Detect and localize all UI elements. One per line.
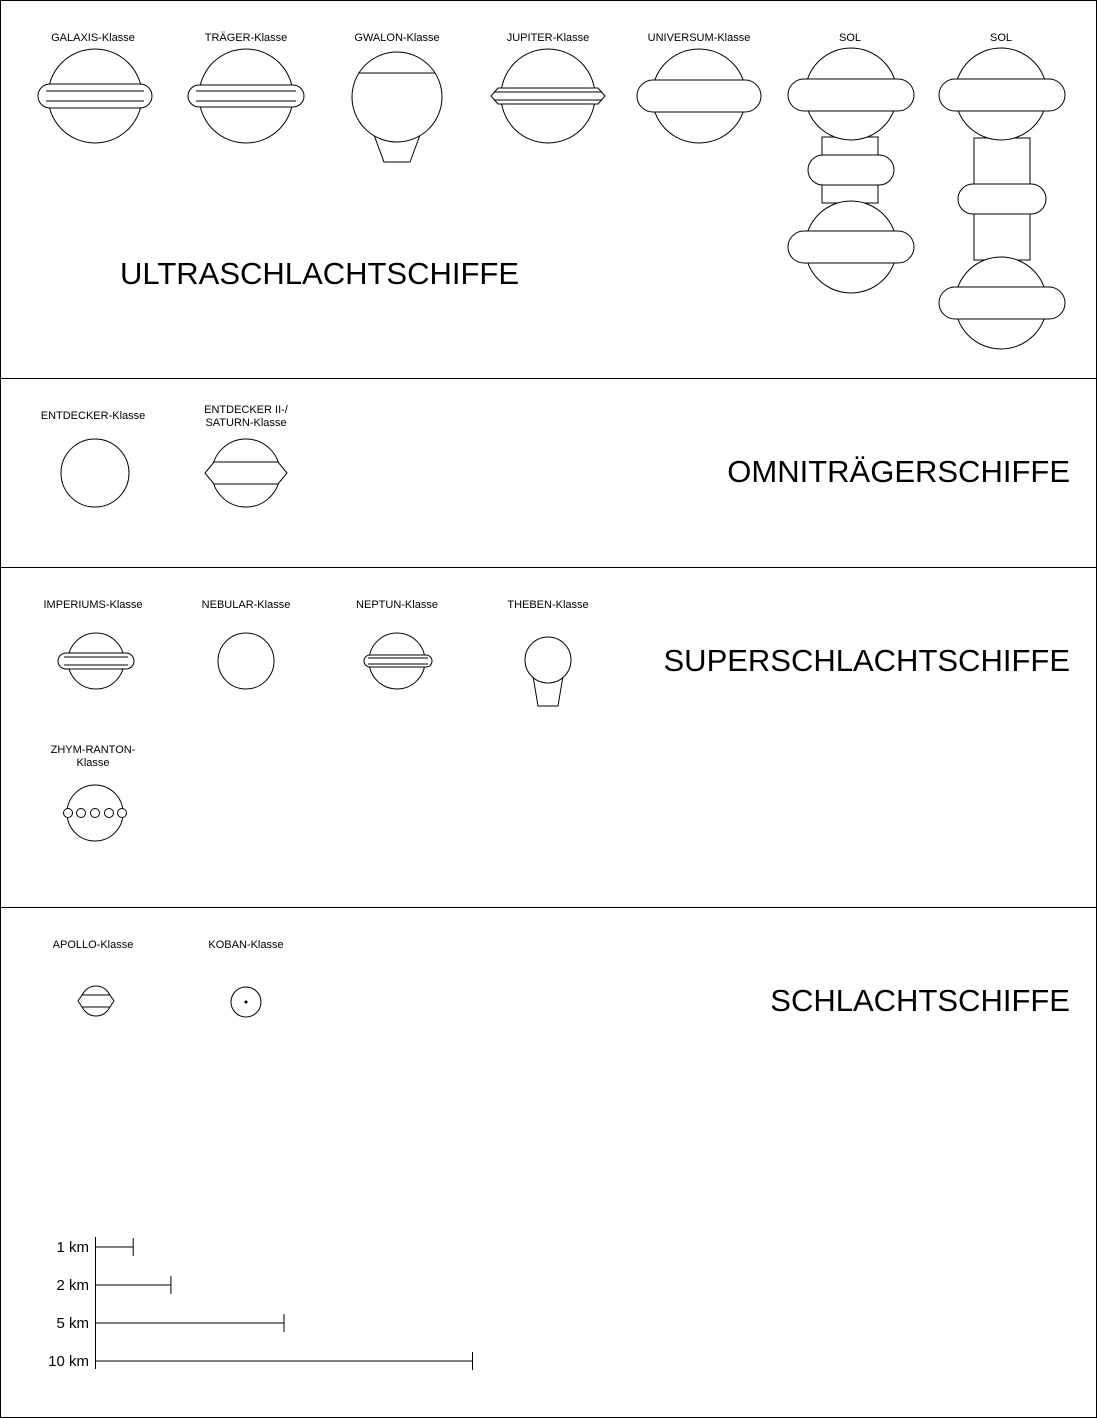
ship-imperium xyxy=(43,599,142,689)
ship-core-dot xyxy=(245,1001,248,1004)
ship-label: TRÄGER-Klasse xyxy=(204,32,288,44)
ship-pod xyxy=(118,809,127,818)
ship-ring xyxy=(364,655,432,667)
ship-koban xyxy=(208,939,283,1017)
ship-pod xyxy=(105,809,114,818)
ship-ring xyxy=(958,184,1046,214)
ship-sol-long xyxy=(939,32,1065,349)
outer-frame xyxy=(1,1,1097,1418)
ship-ring xyxy=(38,84,152,108)
ship-theben xyxy=(507,599,588,706)
ship-jupiter xyxy=(491,32,605,143)
ship-ring xyxy=(78,995,114,1007)
ship-label: Klasse xyxy=(76,757,110,769)
ship-label: ENTDECKER II-/ xyxy=(204,404,288,416)
section-title: SUPERSCHLACHTSCHIFFE xyxy=(663,643,1070,678)
ship-entdecker xyxy=(41,410,146,507)
section-superschlachtschiffe xyxy=(43,599,1070,841)
ship-ring xyxy=(788,79,914,111)
ship-ring xyxy=(939,79,1065,111)
ship-label: SATURN-Klasse xyxy=(205,417,287,429)
ship-traeger xyxy=(188,32,304,143)
ship-ring xyxy=(939,287,1065,319)
ship-label: UNIVERSUM-Klasse xyxy=(647,32,751,44)
ship-label: ZHYM-RANTON- xyxy=(50,744,136,756)
ship-hull xyxy=(61,439,129,507)
ship-label: GALAXIS-Klasse xyxy=(51,32,135,44)
ship-neptun xyxy=(356,599,438,689)
ship-entdecker-ii-saturn xyxy=(204,404,289,507)
ship-ring xyxy=(788,231,914,263)
ship-hull xyxy=(352,52,442,142)
ship-universum xyxy=(637,32,761,143)
scale-label: 1 km xyxy=(56,1239,89,1256)
ship-hull xyxy=(218,633,274,689)
ship-label: GWALON-Klasse xyxy=(354,32,440,44)
scale-label: 10 km xyxy=(48,1353,89,1370)
ship-label: ENTDECKER-Klasse xyxy=(40,410,146,422)
ship-gwalon xyxy=(352,32,442,162)
ship-pod xyxy=(64,809,73,818)
ship-label: APOLLO-Klasse xyxy=(52,939,134,951)
ship-zhym-ranton xyxy=(51,744,136,841)
ship-ring xyxy=(491,88,605,104)
ship-label: NEPTUN-Klasse xyxy=(356,599,438,611)
ship-ring xyxy=(808,155,894,185)
scale-label: 2 km xyxy=(56,1277,89,1294)
ship-ring xyxy=(637,80,761,112)
ship-pod xyxy=(91,809,100,818)
ship-ring xyxy=(205,462,287,484)
ship-apollo xyxy=(53,939,134,1016)
ship-pod xyxy=(77,809,86,818)
scale-label: 5 km xyxy=(56,1315,89,1332)
ship-label: IMPERIUMS-Klasse xyxy=(43,599,143,611)
ship-label: SOL xyxy=(989,32,1013,44)
section-ultraschlachtschiffe xyxy=(38,32,1065,349)
ship-hull xyxy=(525,637,571,683)
ship-ring xyxy=(188,85,304,107)
ship-label: SOL xyxy=(838,32,862,44)
ship-label: JUPITER-Klasse xyxy=(506,32,590,44)
ship-nebular xyxy=(202,599,291,689)
section-title: SCHLACHTSCHIFFE xyxy=(770,983,1070,1018)
ship-sol-short xyxy=(788,32,914,293)
ship-label: THEBEN-Klasse xyxy=(507,599,589,611)
section-title: ULTRASCHLACHTSCHIFFE xyxy=(120,256,520,291)
ship-galaxis xyxy=(38,32,152,143)
ship-label: KOBAN-Klasse xyxy=(208,939,284,951)
section-schlachtschiffe xyxy=(53,939,1070,1018)
ship-label: NEBULAR-Klasse xyxy=(201,599,291,611)
section-title: OMNITRÄGERSCHIFFE xyxy=(727,454,1070,489)
scale-bar xyxy=(48,1237,472,1370)
section-omnitraegerschiffe xyxy=(41,404,1070,507)
ship-ring xyxy=(58,653,134,669)
